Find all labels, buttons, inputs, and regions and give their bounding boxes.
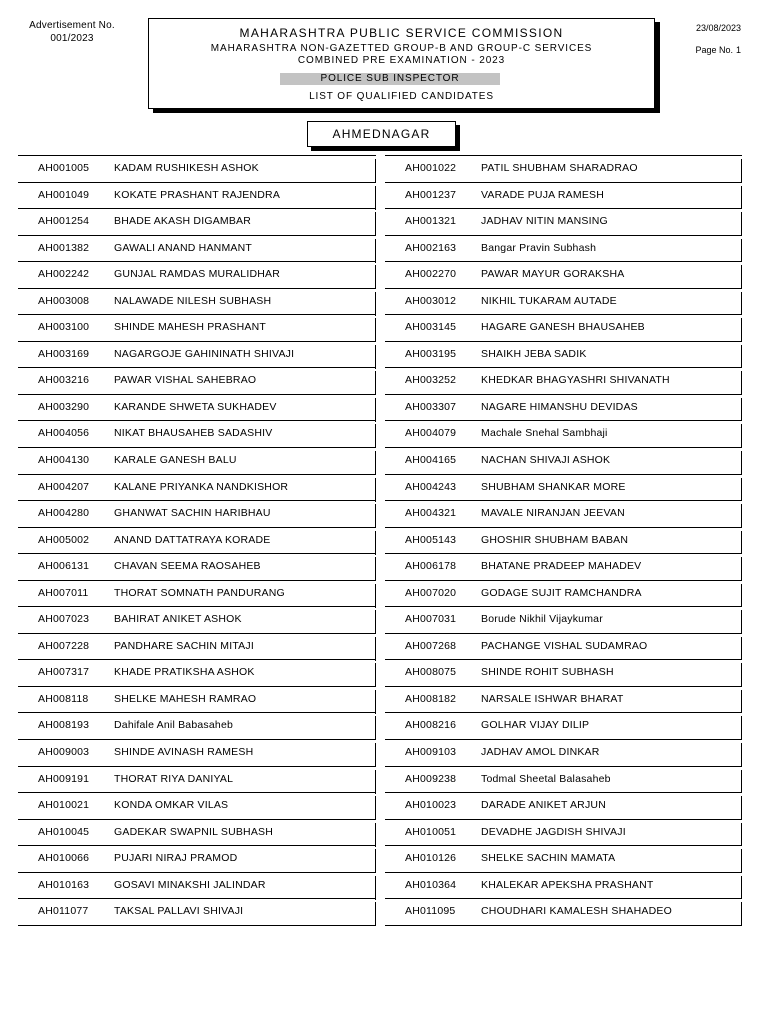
candidate-row (385, 580, 742, 607)
page-number-value: 1 (735, 45, 741, 55)
candidate-name: Dahifale Anil Babasaheb (114, 719, 234, 732)
candidate-row (18, 367, 376, 394)
candidate-row (18, 474, 376, 501)
candidate-name: THORAT RIYA DANIYAL (114, 772, 234, 785)
seat-number: AH002242 (38, 268, 90, 281)
candidate-name: BAHIRAT ANIKET ASHOK (114, 613, 242, 626)
candidate-name: KHALEKAR APEKSHA PRASHANT (481, 878, 654, 891)
candidate-row (18, 606, 376, 633)
seat-number: AH004165 (405, 454, 457, 467)
seat-number: AH010066 (38, 852, 90, 865)
advertisement-label: Advertisement No. (29, 20, 115, 31)
seat-number: AH011077 (38, 905, 89, 918)
candidate-row (385, 792, 742, 819)
candidate-row (385, 447, 742, 474)
seat-number: AH003290 (38, 400, 90, 413)
candidate-name: NARSALE ISHWAR BHARAT (481, 692, 624, 705)
seat-number: AH004321 (405, 507, 457, 520)
seat-number: AH004056 (38, 427, 90, 440)
candidate-name: KOKATE PRASHANT RAJENDRA (114, 188, 281, 201)
candidate-name: NACHAN SHIVAJI ASHOK (481, 454, 611, 467)
candidate-row (18, 235, 376, 262)
district-label: AHMEDNAGAR (307, 121, 456, 147)
candidate-row (18, 659, 376, 686)
candidate-name: PAWAR VISHAL SAHEBRAO (114, 374, 257, 387)
candidate-name: BHADE AKASH DIGAMBAR (114, 215, 252, 228)
candidate-name: SHELKE MAHESH RAMRAO (114, 692, 257, 705)
candidate-name: SHUBHAM SHANKAR MORE (481, 480, 626, 493)
candidate-name: KHADE PRATIKSHA ASHOK (114, 666, 255, 679)
candidate-row (18, 766, 376, 793)
seat-number: AH004079 (405, 427, 457, 440)
seat-number: AH007228 (38, 639, 90, 652)
candidate-name: CHAVAN SEEMA RAOSAHEB (114, 560, 261, 573)
candidate-row (18, 314, 376, 341)
candidate-row (385, 766, 742, 793)
candidate-row (18, 155, 376, 182)
list-title: LIST OF QUALIFIED CANDIDATES (309, 91, 494, 102)
candidate-name: HAGARE GANESH BHAUSAHEB (481, 321, 645, 334)
exam-title: COMBINED PRE EXAMINATION - 2023 (297, 55, 506, 66)
seat-number: AH004280 (38, 507, 90, 520)
candidate-row (385, 341, 742, 368)
candidate-row (385, 553, 742, 580)
seat-number: AH001321 (405, 215, 457, 228)
seat-number: AH003100 (38, 321, 90, 334)
seat-number: AH005002 (38, 533, 90, 546)
candidate-row (18, 872, 376, 899)
seat-number: AH003216 (38, 374, 90, 387)
candidate-name: BHATANE PRADEEP MAHADEV (481, 560, 642, 573)
seat-number: AH003252 (405, 374, 457, 387)
seat-number: AH004243 (405, 480, 457, 493)
candidate-row (385, 898, 742, 926)
candidate-row (385, 659, 742, 686)
candidate-name: NALAWADE NILESH SUBHASH (114, 294, 272, 307)
candidate-row (18, 261, 376, 288)
seat-number: AH003145 (405, 321, 457, 334)
candidate-name: GHANWAT SACHIN HARIBHAU (114, 507, 271, 520)
candidate-row (18, 686, 376, 713)
candidate-row (385, 712, 742, 739)
candidate-row (18, 208, 376, 235)
candidate-name: ANAND DATTATRAYA KORADE (114, 533, 271, 546)
candidate-row (18, 739, 376, 766)
candidate-row (385, 235, 742, 262)
candidate-name: SHAIKH JEBA SADIK (481, 347, 587, 360)
candidate-row (18, 420, 376, 447)
candidate-row (385, 182, 742, 209)
candidate-name: Machale Snehal Sambhaji (481, 427, 608, 440)
seat-number: AH004130 (38, 454, 90, 467)
seat-number: AH004207 (38, 480, 90, 493)
seat-number: AH010126 (405, 852, 457, 865)
seat-number: AH001022 (405, 162, 457, 174)
seat-number: AH010364 (405, 878, 457, 891)
seat-number: AH002163 (405, 241, 457, 254)
seat-number: AH009191 (38, 772, 90, 785)
candidate-row (18, 394, 376, 421)
candidate-row (18, 447, 376, 474)
candidate-name: SHELKE SACHIN MAMATA (481, 852, 616, 865)
candidate-name: KADAM RUSHIKESH ASHOK (114, 162, 259, 174)
candidate-name: GOLHAR VIJAY DILIP (481, 719, 590, 732)
candidate-name: VARADE PUJA RAMESH (481, 188, 605, 201)
candidate-row (385, 394, 742, 421)
seat-number: AH001237 (405, 188, 457, 201)
seat-number: AH007011 (38, 586, 89, 599)
seat-number: AH007268 (405, 639, 457, 652)
candidate-name: JADHAV NITIN MANSING (481, 215, 608, 228)
seat-number: AH008193 (38, 719, 90, 732)
candidate-name: MAVALE NIRANJAN JEEVAN (481, 507, 625, 520)
candidate-row (385, 420, 742, 447)
candidate-name: KARANDE SHWETA SUKHADEV (114, 400, 277, 413)
seat-number: AH007317 (38, 666, 90, 679)
candidate-name: GUNJAL RAMDAS MURALIDHAR (114, 268, 281, 281)
candidate-name: JADHAV AMOL DINKAR (481, 746, 600, 759)
candidate-row (385, 288, 742, 315)
candidate-row (18, 527, 376, 554)
candidate-row (18, 633, 376, 660)
candidate-row (18, 500, 376, 527)
candidate-name: SHINDE MAHESH PRASHANT (114, 321, 267, 334)
seat-number: AH008075 (405, 666, 457, 679)
candidate-row (385, 633, 742, 660)
candidate-name: GODAGE SUJIT RAMCHANDRA (481, 586, 642, 599)
candidate-row (385, 686, 742, 713)
candidate-row (18, 819, 376, 846)
seat-number: AH009238 (405, 772, 457, 785)
seat-number: AH010023 (405, 799, 457, 812)
header-box (148, 18, 655, 109)
candidate-row (385, 314, 742, 341)
seat-number: AH007020 (405, 586, 457, 599)
candidate-row (385, 739, 742, 766)
seat-number: AH001005 (38, 162, 90, 174)
candidate-name: Bangar Pravin Subhash (481, 241, 597, 254)
candidate-row (385, 261, 742, 288)
candidate-name: PAWAR MAYUR GORAKSHA (481, 268, 625, 281)
seat-number: AH008118 (38, 692, 89, 705)
publication-date: 23/08/2023 (695, 23, 741, 33)
candidate-row (385, 845, 742, 872)
seat-number: AH001382 (38, 241, 90, 254)
candidate-name: NIKHIL TUKARAM AUTADE (481, 294, 617, 307)
candidate-name: GHOSHIR SHUBHAM BABAN (481, 533, 629, 546)
candidate-row (385, 474, 742, 501)
advertisement-info (20, 19, 124, 45)
page-number (692, 45, 741, 55)
candidate-row (385, 367, 742, 394)
seat-number: AH002270 (405, 268, 457, 281)
candidate-row (385, 155, 742, 182)
advertisement-number: 001/2023 (50, 33, 94, 44)
candidate-column-left (18, 155, 376, 926)
candidate-row (385, 527, 742, 554)
candidate-row (18, 182, 376, 209)
candidate-name: GAWALI ANAND HANMANT (114, 241, 252, 254)
seat-number: AH009103 (405, 746, 457, 759)
candidate-name: KONDA OMKAR VILAS (114, 799, 229, 812)
candidate-row (18, 341, 376, 368)
candidate-name: Todmal Sheetal Balasaheb (481, 772, 611, 785)
candidate-name: DARADE ANIKET ARJUN (481, 799, 606, 812)
candidate-name: DEVADHE JAGDISH SHIVAJI (481, 825, 626, 838)
candidate-name: SHINDE AVINASH RAMESH (114, 746, 254, 759)
candidate-row (385, 872, 742, 899)
seat-number: AH003169 (38, 347, 90, 360)
candidate-row (18, 553, 376, 580)
candidate-name: PANDHARE SACHIN MITAJI (114, 639, 254, 652)
seat-number: AH003307 (405, 400, 457, 413)
seat-number: AH005143 (405, 533, 457, 546)
seat-number: AH010045 (38, 825, 90, 838)
candidate-name: THORAT SOMNATH PANDURANG (114, 586, 285, 599)
candidate-name: PACHANGE VISHAL SUDAMRAO (481, 639, 648, 652)
candidate-name: Borude Nikhil Vijaykumar (481, 613, 603, 626)
candidate-name: KARALE GANESH BALU (114, 454, 237, 467)
seat-number: AH007023 (38, 613, 90, 626)
candidate-name: CHOUDHARI KAMALESH SHAHADEO (481, 905, 672, 918)
candidate-row (18, 792, 376, 819)
seat-number: AH006178 (405, 560, 457, 573)
seat-number: AH003195 (405, 347, 457, 360)
candidate-row (18, 288, 376, 315)
services-title: MAHARASHTRA NON-GAZETTED GROUP-B AND GROUP-C SERVICES (210, 43, 593, 54)
seat-number: AH010163 (38, 878, 90, 891)
seat-number: AH001049 (38, 188, 90, 201)
candidate-name: PATIL SHUBHAM SHARADRAO (481, 162, 638, 174)
seat-number: AH007031 (405, 613, 457, 626)
candidate-name: SHINDE ROHIT SUBHASH (481, 666, 614, 679)
seat-number: AH011095 (405, 905, 456, 918)
candidate-row (18, 898, 376, 926)
candidate-row (18, 845, 376, 872)
candidate-column-right (385, 155, 742, 926)
candidate-row (385, 819, 742, 846)
seat-number: AH008182 (405, 692, 457, 705)
seat-number: AH003012 (405, 294, 457, 307)
candidate-row (18, 712, 376, 739)
candidate-name: GOSAVI MINAKSHI JALINDAR (114, 878, 266, 891)
candidate-name: PUJARI NIRAJ PRAMOD (114, 852, 238, 865)
candidate-row (18, 580, 376, 607)
seat-number: AH008216 (405, 719, 457, 732)
seat-number: AH010051 (405, 825, 457, 838)
seat-number: AH001254 (38, 215, 90, 228)
commission-title: MAHARASHTRA PUBLIC SERVICE COMMISSION (239, 26, 564, 40)
candidate-name: NIKAT BHAUSAHEB SADASHIV (114, 427, 273, 440)
candidate-name: GADEKAR SWAPNIL SUBHASH (114, 825, 274, 838)
seat-number: AH010021 (38, 799, 90, 812)
candidate-name: KHEDKAR BHAGYASHRI SHIVANATH (481, 374, 670, 387)
candidate-row (385, 208, 742, 235)
candidate-row (385, 500, 742, 527)
seat-number: AH003008 (38, 294, 90, 307)
seat-number: AH009003 (38, 746, 90, 759)
post-title: POLICE SUB INSPECTOR (280, 73, 500, 85)
seat-number: AH006131 (38, 560, 90, 573)
candidate-name: NAGARGOJE GAHININATH SHIVAJI (114, 347, 295, 360)
candidate-name: TAKSAL PALLAVI SHIVAJI (114, 905, 244, 918)
candidate-row (385, 606, 742, 633)
page-number-label: Page No. (695, 45, 733, 55)
candidate-name: NAGARE HIMANSHU DEVIDAS (481, 400, 638, 413)
candidate-name: KALANE PRIYANKA NANDKISHOR (114, 480, 289, 493)
